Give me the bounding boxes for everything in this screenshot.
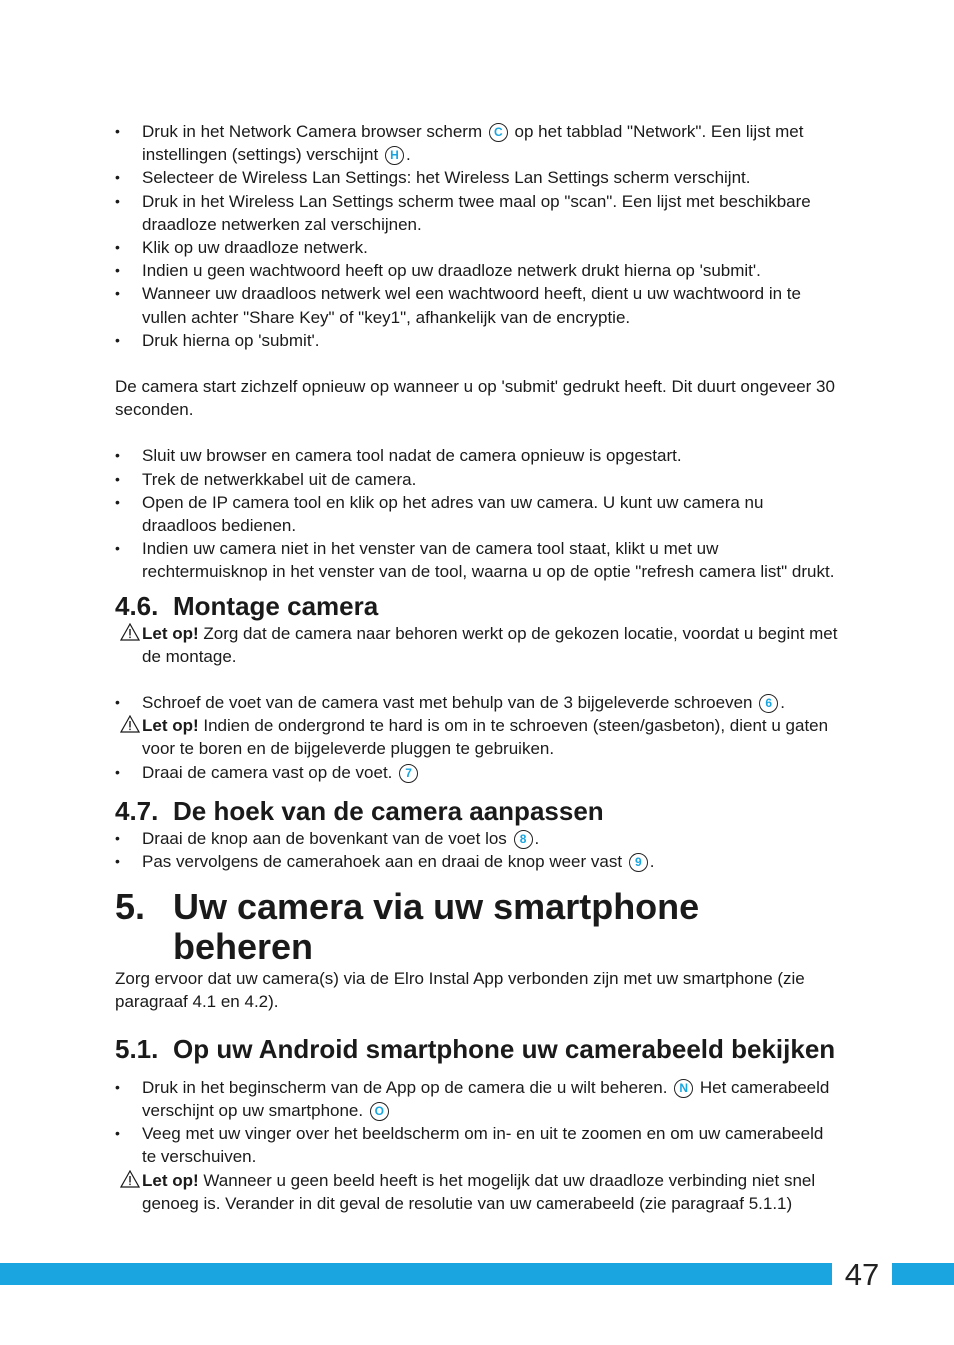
list-item: • Sluit uw browser en camera tool nadat de camera opnieuw is opgestart. — [115, 444, 840, 467]
bullet-list-montage — [115, 691, 840, 714]
list-item: • Selecteer de Wireless Lan Settings: het Wireless Lan Settings scherm verschijnt. — [115, 166, 840, 189]
section-heading-5-1: 5.1. Op uw Android smartphone uw camerabeeld bekijken — [115, 1033, 836, 1064]
callout-badge: H — [385, 146, 404, 165]
bullet-list-network — [115, 120, 840, 352]
warning-icon — [120, 1170, 140, 1188]
list-item: • Klik op uw draadloze netwerk. — [115, 236, 840, 259]
list-item: • Druk in het Wireless Lan Settings scherm twee maal op "scan". Een lijst met beschikbare draadloze netwerken zal verschijnen. — [115, 190, 840, 236]
warning-note: Let op! Wanneer u geen beeld heeft is het mogelijk dat uw draadloze verbinding niet snel genoeg is. Verander in dit geval de resolutie van uw camerabeeld (zie paragraaf 5.1.1) — [115, 1169, 840, 1215]
page-number: 47 — [832, 1258, 892, 1292]
warning-icon — [120, 623, 140, 641]
list-item: • Trek de netwerkkabel uit de camera. — [115, 468, 840, 491]
callout-badge: 9 — [629, 853, 648, 872]
bullet-list-after-restart — [115, 444, 840, 583]
list-item: • Veeg met uw vinger over het beeldscherm om in- en uit te zoomen en om uw camerabeeld te verschuiven. — [115, 1122, 840, 1168]
section-heading-4-7: 4.7. De hoek van de camera aanpassen — [115, 795, 604, 826]
section-heading-4-6: 4.6. Montage camera — [115, 590, 379, 621]
callout-badge: C — [489, 123, 508, 142]
callout-badge: N — [674, 1079, 693, 1098]
list-item: • Druk in het beginscherm van de App op de camera die u wilt beheren. N Het camerabeeld verschijnt op uw smartphone. O — [115, 1076, 840, 1122]
bullet-list-android — [115, 1076, 840, 1169]
warning-icon — [120, 715, 140, 733]
warning-note: Let op! Zorg dat de camera naar behoren werkt op de gekozen locatie, voordat u begint met de montage. — [115, 622, 840, 668]
footer-bar — [0, 1263, 954, 1285]
list-item: • Draai de camera vast op de voet. 7 — [115, 761, 840, 784]
list-item: • Open de IP camera tool en klik op het adres van uw camera. U kunt uw camera nu draadloos bedienen. — [115, 491, 840, 537]
list-item: • Druk hierna op 'submit'. — [115, 329, 840, 352]
list-item: • Druk in het Network Camera browser scherm C op het tabblad "Network". Een lijst met instellingen (settings) verschijnt H . — [115, 120, 840, 166]
bullet-list-montage-2 — [115, 761, 840, 784]
callout-badge: 7 — [399, 764, 418, 783]
chapter-heading-5: 5. Uw camera via uw smartphone beheren — [115, 886, 700, 968]
list-item: • Indien u geen wachtwoord heeft op uw draadloze netwerk drukt hierna op 'submit'. — [115, 259, 840, 282]
page-content — [115, 120, 840, 1215]
warning-note: Let op! Indien de ondergrond te hard is om in te schroeven (steen/gasbeton), dient u gaten voor te boren en de bijgeleverde pluggen te gebruiken. — [115, 714, 840, 760]
callout-badge: 8 — [514, 830, 533, 849]
paragraph-restart: De camera start zichzelf opnieuw op wanneer u op 'submit' gedrukt heeft. Dit duurt ongeveer 30 seconden. — [115, 377, 835, 420]
callout-badge: 6 — [759, 694, 778, 713]
paragraph-smartphone-intro: Zorg ervoor dat uw camera(s) via de Elro Instal App verbonden zijn met uw smartphone (zie paragraaf 4.1 en 4.2). — [115, 969, 805, 1012]
callout-badge: O — [370, 1102, 389, 1121]
bullet-list-angle — [115, 827, 840, 873]
list-item: • Schroef de voet van de camera vast met behulp van de 3 bijgeleverde schroeven 6 . — [115, 691, 840, 714]
list-item: • Draai de knop aan de bovenkant van de voet los 8 . — [115, 827, 840, 850]
list-item: • Indien uw camera niet in het venster van de camera tool staat, klikt u met uw rechtermuisknop in het venster van de tool, waarna u op de optie "refresh camera list" drukt. — [115, 537, 840, 583]
list-item: • Wanneer uw draadloos netwerk wel een wachtwoord heeft, dient u uw wachtwoord in te vullen achter "Share Key" of "key1", afhankelijk van de encryptie. — [115, 282, 840, 328]
list-item: • Pas vervolgens de camerahoek aan en draai de knop weer vast 9 . — [115, 850, 840, 873]
